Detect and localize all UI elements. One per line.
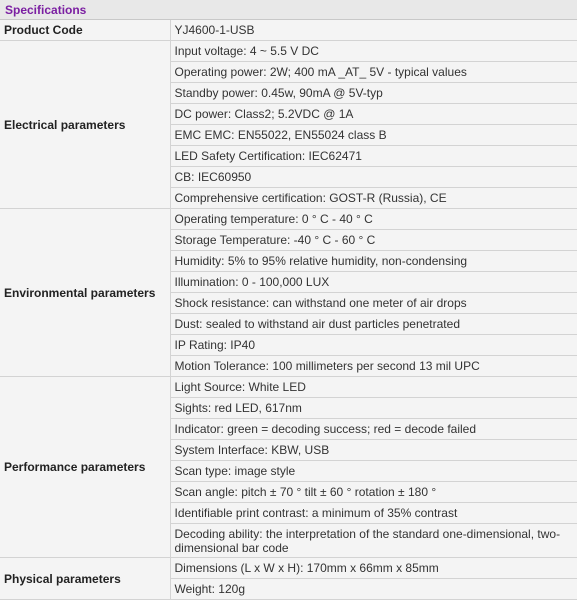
- spec-value: Dust: sealed to withstand air dust particles penetrated: [170, 314, 577, 335]
- spec-row: [0, 377, 577, 398]
- spec-value: CB: IEC60950: [170, 167, 577, 188]
- group-label: Performance parameters: [0, 377, 170, 558]
- spec-value: Comprehensive certification: GOST-R (Russia), CE: [170, 188, 577, 209]
- group-label: Environmental parameters: [0, 209, 170, 377]
- specifications-table-body: [0, 20, 577, 600]
- spec-value: EMC EMC: EN55022, EN55024 class B: [170, 125, 577, 146]
- product-code-row: [0, 20, 577, 41]
- spec-value: Operating temperature: 0 ° C - 40 ° C: [170, 209, 577, 230]
- spec-value: Illumination: 0 - 100,000 LUX: [170, 272, 577, 293]
- group-label: Physical parameters: [0, 558, 170, 600]
- spec-value: Shock resistance: can withstand one meter of air drops: [170, 293, 577, 314]
- spec-value: Weight: 120g: [170, 579, 577, 600]
- spec-row: [0, 41, 577, 62]
- spec-value: Scan type: image style: [170, 461, 577, 482]
- product-code-value: YJ4600-1-USB: [170, 20, 577, 41]
- spec-value: Dimensions (L x W x H): 170mm x 66mm x 85mm: [170, 558, 577, 579]
- spec-row: [0, 558, 577, 579]
- specifications-header: Specifications: [0, 0, 577, 20]
- product-code-label: Product Code: [0, 20, 170, 41]
- spec-value: Identifiable print contrast: a minimum of 35% contrast: [170, 503, 577, 524]
- spec-value: Motion Tolerance: 100 millimeters per second 13 mil UPC: [170, 356, 577, 377]
- spec-row: [0, 209, 577, 230]
- spec-value: Standby power: 0.45w, 90mA @ 5V-typ: [170, 83, 577, 104]
- spec-value: Decoding ability: the interpretation of the standard one-dimensional, two-dimensional bar code: [170, 524, 577, 558]
- spec-value: Humidity: 5% to 95% relative humidity, non-condensing: [170, 251, 577, 272]
- spec-value: System Interface: KBW, USB: [170, 440, 577, 461]
- spec-value: Input voltage: 4 ~ 5.5 V DC: [170, 41, 577, 62]
- spec-value: Scan angle: pitch ± 70 ° tilt ± 60 ° rotation ± 180 °: [170, 482, 577, 503]
- specifications-table: [0, 20, 577, 600]
- spec-value: LED Safety Certification: IEC62471: [170, 146, 577, 167]
- spec-value: Sights: red LED, 617nm: [170, 398, 577, 419]
- spec-value: Light Source: White LED: [170, 377, 577, 398]
- spec-value: IP Rating: IP40: [170, 335, 577, 356]
- spec-value: Operating power: 2W; 400 mA _AT_ 5V - typical values: [170, 62, 577, 83]
- spec-value: Storage Temperature: -40 ° C - 60 ° C: [170, 230, 577, 251]
- spec-value: Indicator: green = decoding success; red = decode failed: [170, 419, 577, 440]
- group-label: Electrical parameters: [0, 41, 170, 209]
- spec-value: DC power: Class2; 5.2VDC @ 1A: [170, 104, 577, 125]
